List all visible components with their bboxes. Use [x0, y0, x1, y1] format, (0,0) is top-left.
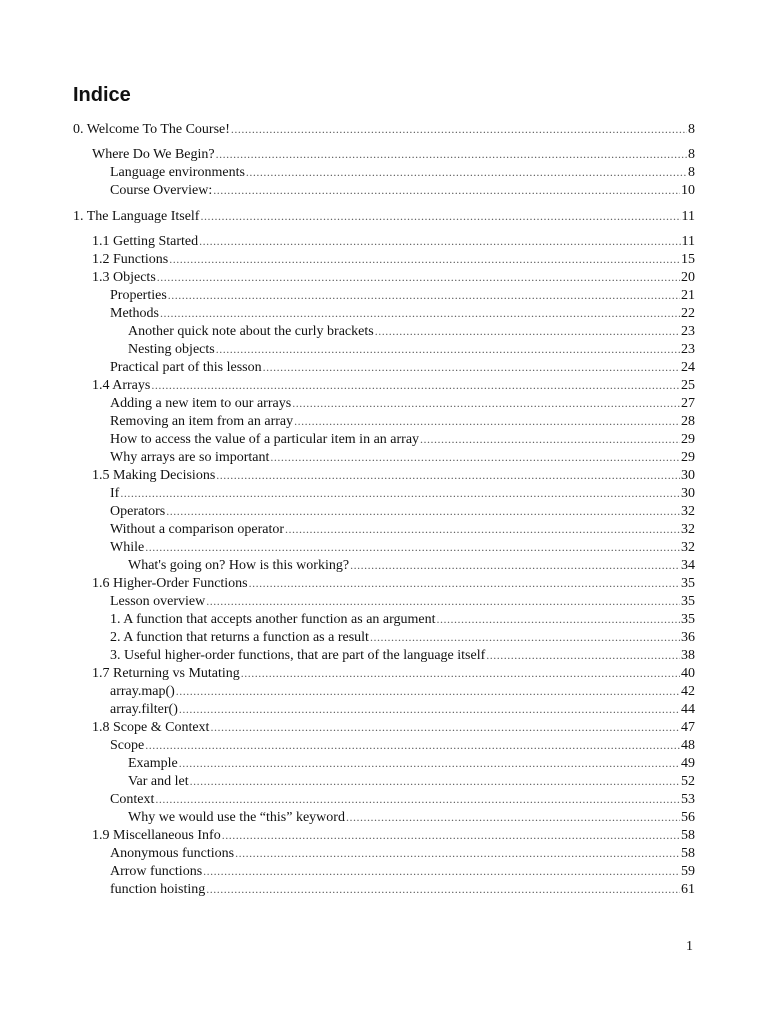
toc-entry-label: Why arrays are so important: [110, 450, 270, 465]
toc-entry[interactable]: [92, 145, 695, 163]
toc-entry[interactable]: [92, 664, 695, 682]
toc-entry-label: If: [110, 486, 120, 501]
toc-entry[interactable]: [110, 163, 695, 181]
toc-entry-label: 1.3 Objects: [92, 270, 156, 285]
dot-leader: [213, 181, 680, 199]
dot-leader: [231, 120, 687, 138]
toc-entry-label: While: [110, 540, 145, 555]
toc-entry-label: array.map(): [110, 684, 175, 699]
dot-leader: [179, 754, 680, 772]
toc-entry-label: Without a comparison operator: [110, 522, 284, 537]
toc-entry-page: 35: [681, 576, 695, 591]
toc-entry[interactable]: [110, 484, 695, 502]
toc-entry-page: 8: [688, 147, 695, 162]
dot-leader: [179, 700, 680, 718]
dot-leader: [235, 844, 680, 862]
toc-entry-label: Language environments: [110, 165, 245, 180]
toc-entry-page: 15: [681, 252, 695, 267]
dot-leader: [166, 502, 680, 520]
toc-entry-page: 24: [681, 360, 695, 375]
dot-leader: [160, 304, 680, 322]
toc-entry[interactable]: [110, 502, 695, 520]
toc-entry-page: 44: [681, 702, 695, 717]
toc-entry-page: 42: [681, 684, 695, 699]
toc-entry[interactable]: [73, 207, 695, 225]
toc-entry-label: 1. The Language Itself: [73, 209, 200, 224]
toc-entry[interactable]: [110, 412, 695, 430]
dot-leader: [375, 322, 680, 340]
toc-entry[interactable]: [110, 700, 695, 718]
toc-entry-page: 23: [681, 324, 695, 339]
dot-leader: [437, 610, 680, 628]
page-title: Indice: [73, 84, 131, 106]
toc-entry-label: Operators: [110, 504, 166, 519]
dot-leader: [216, 145, 687, 163]
toc-entry-label: Course Overview:: [110, 183, 213, 198]
toc-entry-page: 47: [681, 720, 695, 735]
toc-entry[interactable]: [128, 772, 695, 790]
dot-leader: [270, 448, 680, 466]
toc-entry-page: 58: [681, 828, 695, 843]
toc-entry-label: Scope: [110, 738, 145, 753]
dot-leader: [222, 826, 680, 844]
toc-entry[interactable]: [92, 376, 695, 394]
toc-entry[interactable]: [110, 682, 695, 700]
dot-leader: [216, 340, 680, 358]
toc-entry[interactable]: [128, 754, 695, 772]
toc-entry-label: 1.6 Higher-Order Functions: [92, 576, 248, 591]
toc-entry-label: Nesting objects: [128, 342, 215, 357]
toc-entry-page: 49: [681, 756, 695, 771]
toc-entry[interactable]: [110, 646, 695, 664]
toc-entry-label: Adding a new item to our arrays: [110, 396, 292, 411]
toc-entry-page: 52: [681, 774, 695, 789]
toc-entry-page: 23: [681, 342, 695, 357]
dot-leader: [169, 250, 680, 268]
dot-leader: [200, 207, 680, 225]
toc-entry-label: 2. A function that returns a function as a result: [110, 630, 369, 645]
dot-leader: [249, 574, 680, 592]
page-number: 1: [686, 939, 693, 954]
toc-entry[interactable]: [110, 286, 695, 304]
toc-entry[interactable]: [110, 358, 695, 376]
toc-entry-label: 1.2 Functions: [92, 252, 169, 267]
dot-leader: [370, 628, 680, 646]
toc-entry-page: 28: [681, 414, 695, 429]
toc-entry-label: How to access the value of a particular item in an array: [110, 432, 420, 447]
toc-entry-page: 53: [681, 792, 695, 807]
dot-leader: [176, 682, 680, 700]
toc-entry-page: 35: [681, 594, 695, 609]
toc-entry-page: 8: [688, 165, 695, 180]
toc-entry-page: 11: [681, 209, 695, 224]
toc-entry-label: 1.1 Getting Started: [92, 234, 199, 249]
toc-entry[interactable]: [110, 610, 695, 628]
toc-entry[interactable]: [110, 628, 695, 646]
toc-entry-page: 25: [681, 378, 695, 393]
toc-entry[interactable]: [92, 250, 695, 268]
dot-leader: [263, 358, 680, 376]
dot-leader: [420, 430, 680, 448]
dot-leader: [292, 394, 680, 412]
toc-entry-page: 36: [681, 630, 695, 645]
dot-leader: [206, 592, 680, 610]
toc-entry[interactable]: [128, 808, 695, 826]
toc-entry[interactable]: [110, 304, 695, 322]
dot-leader: [246, 163, 687, 181]
toc-entry-page: 20: [681, 270, 695, 285]
dot-leader: [145, 736, 680, 754]
toc-entry[interactable]: [128, 556, 695, 574]
toc-entry[interactable]: [92, 718, 695, 736]
toc-entry[interactable]: [92, 232, 695, 250]
toc-entry[interactable]: [110, 880, 695, 898]
toc-entry[interactable]: [110, 844, 695, 862]
toc-entry-page: 38: [681, 648, 695, 663]
toc-entry[interactable]: [110, 181, 695, 199]
toc-entry-page: 11: [681, 234, 695, 249]
toc-entry-label: What's going on? How is this working?: [128, 558, 350, 573]
toc-entry-page: 35: [681, 612, 695, 627]
dot-leader: [168, 286, 680, 304]
toc-entry-page: 22: [681, 306, 695, 321]
toc-entry-page: 32: [681, 540, 695, 555]
toc-entry-label: Properties: [110, 288, 167, 303]
dot-leader: [203, 862, 680, 880]
toc-entry-label: 3. Useful higher-order functions, that are part of the language itself: [110, 648, 486, 663]
toc-entry-page: 34: [681, 558, 695, 573]
toc-entry[interactable]: [110, 394, 695, 412]
toc-entry-page: 32: [681, 504, 695, 519]
dot-leader: [155, 790, 680, 808]
toc-entry-label: Practical part of this lesson: [110, 360, 262, 375]
toc-entry-label: Anonymous functions: [110, 846, 235, 861]
toc-entry[interactable]: [110, 592, 695, 610]
toc-entry[interactable]: [110, 790, 695, 808]
dot-leader: [151, 376, 680, 394]
dot-leader: [294, 412, 680, 430]
toc-entry-label: 1.9 Miscellaneous Info: [92, 828, 221, 843]
toc-entry[interactable]: [110, 448, 695, 466]
toc-entry-page: 30: [681, 486, 695, 501]
toc-entry[interactable]: [92, 466, 695, 484]
toc-entry-page: 27: [681, 396, 695, 411]
toc-entry[interactable]: [110, 862, 695, 880]
toc-entry[interactable]: [110, 520, 695, 538]
toc-entry-page: 30: [681, 468, 695, 483]
toc-entry-page: 10: [681, 183, 695, 198]
dot-leader: [216, 466, 680, 484]
dot-leader: [145, 538, 680, 556]
toc-entry-label: 1.8 Scope & Context: [92, 720, 210, 735]
toc-entry-label: Lesson overview: [110, 594, 206, 609]
toc-entry-label: Methods: [110, 306, 159, 321]
toc-entry[interactable]: [92, 826, 695, 844]
toc-entry-page: 21: [681, 288, 695, 303]
toc-entry-page: 40: [681, 666, 695, 681]
toc-entry[interactable]: [128, 340, 695, 358]
dot-leader: [120, 484, 680, 502]
toc-entry-label: Example: [128, 756, 178, 771]
toc-entry[interactable]: [128, 322, 695, 340]
toc-entry-page: 48: [681, 738, 695, 753]
toc-entry-label: Removing an item from an array: [110, 414, 294, 429]
toc-entry-label: Another quick note about the curly brackets: [128, 324, 374, 339]
toc-entry-label: Context: [110, 792, 155, 807]
dot-leader: [206, 880, 680, 898]
toc-entry-label: 1.7 Returning vs Mutating: [92, 666, 240, 681]
toc-entry[interactable]: [73, 120, 695, 138]
dot-leader: [210, 718, 680, 736]
toc-entry[interactable]: [110, 736, 695, 754]
toc-entry-label: 1. A function that accepts another function as an argument: [110, 612, 436, 627]
toc-entry-label: 1.4 Arrays: [92, 378, 151, 393]
toc-entry-label: 0. Welcome To The Course!: [73, 122, 230, 137]
toc-entry-page: 58: [681, 846, 695, 861]
dot-leader: [350, 556, 680, 574]
dot-leader: [157, 268, 680, 286]
toc-entry-page: 29: [681, 450, 695, 465]
toc-entry[interactable]: [110, 430, 695, 448]
toc-entry-page: 59: [681, 864, 695, 879]
toc-entry-page: 56: [681, 810, 695, 825]
dot-leader: [241, 664, 680, 682]
dot-leader: [346, 808, 680, 826]
dot-leader: [190, 772, 680, 790]
toc-entry-label: Why we would use the “this” keyword: [128, 810, 345, 825]
dot-leader: [285, 520, 680, 538]
toc-entry[interactable]: [92, 574, 695, 592]
toc-entry-page: 61: [681, 882, 695, 897]
toc-entry-page: 8: [688, 122, 695, 137]
toc-entry[interactable]: [92, 268, 695, 286]
dot-leader: [199, 232, 680, 250]
toc-entry[interactable]: [110, 538, 695, 556]
toc-entry-label: 1.5 Making Decisions: [92, 468, 216, 483]
dot-leader: [486, 646, 680, 664]
toc-entry-label: Arrow functions: [110, 864, 203, 879]
toc-entry-label: Var and let: [128, 774, 189, 789]
toc-entry-label: function hoisting: [110, 882, 206, 897]
toc-entry-label: Where Do We Begin?: [92, 147, 215, 162]
toc-entry-label: array.filter(): [110, 702, 178, 717]
toc-entry-page: 32: [681, 522, 695, 537]
toc-entry-page: 29: [681, 432, 695, 447]
